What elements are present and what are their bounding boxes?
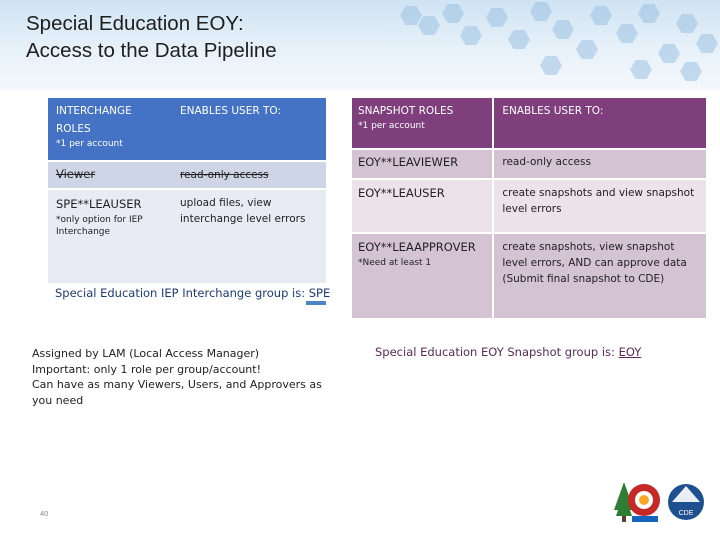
interchange-enables-header: ENABLES USER TO: — [180, 105, 282, 117]
note-line-1: Assigned by LAM (Local Access Manager) — [32, 347, 260, 360]
interchange-roles-table — [48, 98, 326, 283]
snapshot-roles-subheader: *1 per account — [358, 121, 425, 131]
title-line-2: Access to the Data Pipeline — [26, 39, 277, 62]
role-speleauser-description: upload files, view interchange level errors — [180, 197, 306, 225]
table-row — [48, 161, 326, 189]
role-speleauser: SPE**LEAUSER — [56, 197, 142, 211]
role-eoyleaapprover-note: *Need at least 1 — [358, 258, 432, 268]
page-title — [26, 10, 277, 64]
table-row — [48, 189, 326, 283]
iep-group-value: SPE — [308, 286, 331, 300]
interchange-roles-subheader: *1 per account — [56, 139, 123, 149]
note-line-3: Can have as many Viewers, Users, and Approvers as — [32, 378, 322, 391]
note-line-4: you need — [32, 393, 84, 407]
eoy-group-label — [375, 345, 641, 359]
role-eoyleaviewer-description: read-only access — [502, 156, 591, 168]
header-band — [0, 0, 720, 90]
spe-underline-bar — [306, 301, 326, 305]
role-eoyleauser: EOY**LEAUSER — [358, 186, 445, 200]
snapshot-roles-table — [352, 98, 706, 318]
interchange-roles-header: INTERCHANGE ROLES — [56, 105, 132, 135]
table-row — [352, 233, 706, 318]
svg-text:CDE: CDE — [678, 510, 694, 517]
assignment-notes — [32, 346, 332, 408]
snapshot-enables-header: ENABLES USER TO: — [502, 105, 604, 117]
hexagon-pattern — [390, 0, 720, 90]
role-viewer-description: read-only access — [180, 169, 269, 181]
role-eoyleaviewer: EOY**LEAVIEWER — [358, 155, 459, 169]
role-speleauser-note: *only option for IEP Interchange — [56, 215, 143, 237]
table-header-row — [352, 98, 706, 149]
table-header-row — [48, 98, 326, 161]
logos — [610, 476, 710, 526]
role-eoyleaapprover: EOY**LEAAPPROVER — [358, 240, 476, 254]
snapshot-roles-header: SNAPSHOT ROLES — [358, 105, 454, 117]
iep-group-label — [55, 286, 330, 300]
role-eoyleaapprover-description: create snapshots, view snapshot level errors, AND can approve data (Submit final snapshot to CDE) — [502, 241, 687, 285]
page-number: 40 — [40, 509, 49, 518]
note-line-2: Important: only 1 role per group/account! — [32, 362, 261, 376]
eoy-group-value: EOY — [618, 345, 642, 359]
role-eoyleauser-description: create snapshots and view snapshot level errors — [502, 187, 695, 215]
colorado-state-logo-icon — [614, 482, 660, 522]
iep-group-text: Special Education IEP Interchange group is: — [55, 286, 309, 300]
title-line-1: Special Education EOY: — [26, 12, 244, 35]
eoy-group-text: Special Education EOY Snapshot group is: — [375, 345, 619, 359]
table-row — [352, 149, 706, 179]
role-viewer: Viewer — [56, 167, 96, 181]
table-row — [352, 179, 706, 233]
cde-logo-icon — [668, 484, 704, 520]
